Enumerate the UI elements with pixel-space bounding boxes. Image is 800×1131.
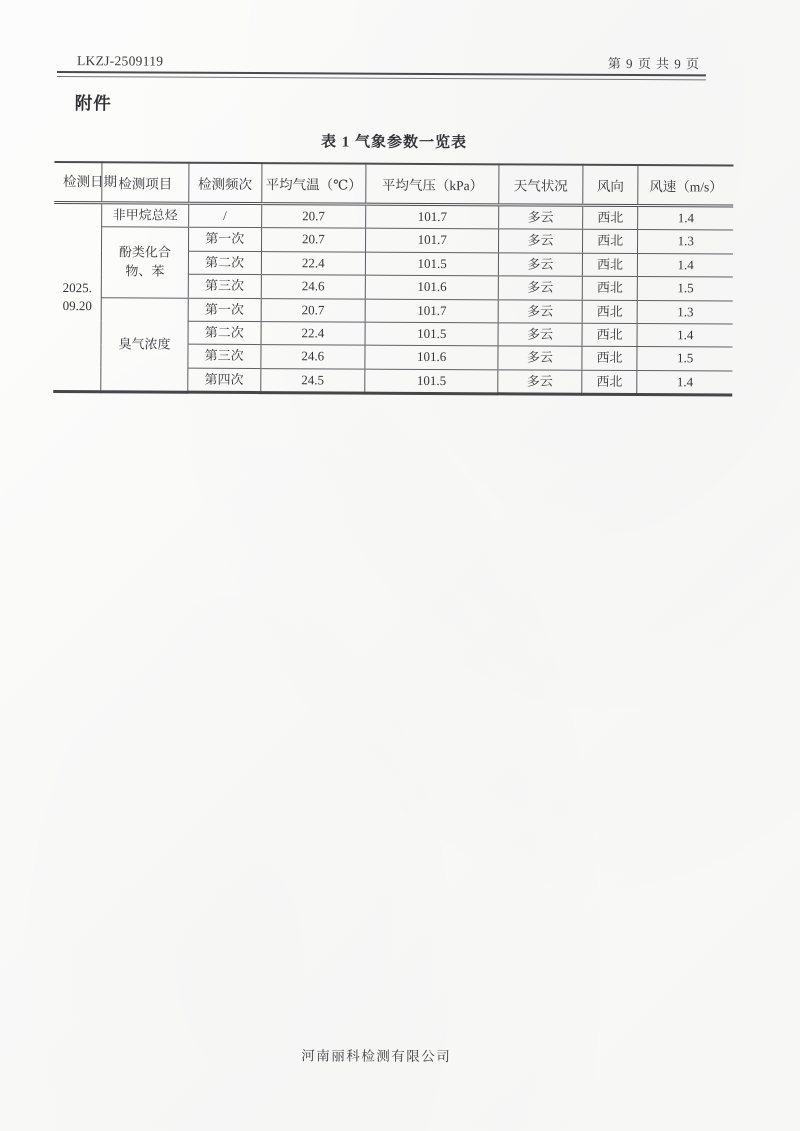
column-header-wind-speed: 风速（m/s） xyxy=(638,165,733,206)
column-header-avg-pressure: 平均气压（kPa） xyxy=(366,164,499,205)
cell-temperature: 22.4 xyxy=(261,251,366,275)
cell-pressure: 101.7 xyxy=(366,204,499,229)
cell-pressure: 101.7 xyxy=(366,229,499,253)
cell-temperature: 24.5 xyxy=(260,368,365,393)
cell-pressure: 101.5 xyxy=(366,252,499,276)
page-number: 第 9 页 共 9 页 xyxy=(607,55,701,72)
cell-wind-direction: 西北 xyxy=(581,370,637,395)
cell-pressure: 101.7 xyxy=(365,299,498,323)
column-header-frequency: 检测频次 xyxy=(189,163,262,204)
cell-weather: 多云 xyxy=(498,276,582,300)
cell-wind-direction: 西北 xyxy=(582,347,638,371)
cell-frequency: / xyxy=(189,203,262,228)
cell-weather: 多云 xyxy=(498,346,582,370)
cell-frequency: 第四次 xyxy=(188,368,261,393)
cell-weather: 多云 xyxy=(498,299,582,323)
cell-temperature: 24.6 xyxy=(260,345,365,369)
cell-weather: 多云 xyxy=(499,229,583,253)
cell-item: 非甲烷总烃 xyxy=(102,203,189,228)
column-header-wind-direction: 风向 xyxy=(582,165,638,206)
cell-frequency: 第二次 xyxy=(188,251,261,275)
cell-wind-speed: 1.5 xyxy=(638,277,733,301)
column-header-avg-temperature: 平均气温（℃） xyxy=(261,163,366,204)
page-header xyxy=(57,50,706,80)
weather-parameters-table xyxy=(53,161,733,397)
table-section xyxy=(53,129,733,397)
table-row xyxy=(54,227,733,254)
cell-frequency: 第一次 xyxy=(188,228,261,252)
cell-frequency: 第三次 xyxy=(188,274,261,298)
cell-weather: 多云 xyxy=(499,253,583,277)
attachment-heading: 附件 xyxy=(74,93,112,114)
date-line-1: 2025. xyxy=(62,279,92,296)
cell-pressure: 101.6 xyxy=(365,275,498,299)
cell-wind-direction: 西北 xyxy=(582,300,638,324)
cell-item: 酚类化合物、苯 xyxy=(101,227,188,298)
cell-weather: 多云 xyxy=(498,323,582,347)
cell-wind-direction: 西北 xyxy=(582,323,638,347)
cell-pressure: 101.6 xyxy=(365,345,498,369)
cell-wind-direction: 西北 xyxy=(582,276,638,300)
cell-wind-speed: 1.5 xyxy=(637,347,732,371)
cell-wind-direction: 西北 xyxy=(582,230,638,254)
cell-temperature: 20.7 xyxy=(261,204,366,229)
cell-frequency: 第二次 xyxy=(188,321,261,345)
cell-temperature: 24.6 xyxy=(261,275,366,299)
cell-temperature: 20.7 xyxy=(261,228,366,252)
cell-temperature: 20.7 xyxy=(261,298,366,322)
cell-weather: 多云 xyxy=(499,205,583,230)
date-line-2: 09.20 xyxy=(62,298,92,314)
company-footer: 河南丽科检测有限公司 xyxy=(301,1048,452,1065)
cell-wind-speed: 1.4 xyxy=(637,323,732,347)
cell-wind-speed: 1.4 xyxy=(638,253,733,277)
column-header-date: 检测日期 xyxy=(54,162,102,203)
table-row xyxy=(54,202,733,230)
cell-wind-speed: 1.3 xyxy=(638,230,733,254)
cell-date xyxy=(53,202,102,391)
column-header-item: 检测项目 xyxy=(102,162,189,203)
cell-wind-speed: 1.4 xyxy=(638,206,733,231)
table-title: 表 1 气象参数一览表 xyxy=(321,134,468,152)
cell-temperature: 22.4 xyxy=(261,322,366,346)
column-header-weather: 天气状况 xyxy=(499,164,583,205)
cell-item: 臭气浓度 xyxy=(101,297,188,392)
table-row xyxy=(54,297,733,324)
document-code: LKZJ-2509119 xyxy=(76,53,164,69)
table-header-row xyxy=(54,162,733,206)
cell-frequency: 第三次 xyxy=(188,345,261,369)
cell-wind-speed: 1.3 xyxy=(638,300,733,324)
cell-frequency: 第一次 xyxy=(188,298,261,322)
cell-weather: 多云 xyxy=(498,370,582,395)
cell-pressure: 101.5 xyxy=(365,322,498,346)
cell-wind-direction: 西北 xyxy=(582,205,638,230)
cell-wind-direction: 西北 xyxy=(582,253,638,277)
cell-wind-speed: 1.4 xyxy=(637,370,732,395)
cell-pressure: 101.5 xyxy=(365,369,498,394)
